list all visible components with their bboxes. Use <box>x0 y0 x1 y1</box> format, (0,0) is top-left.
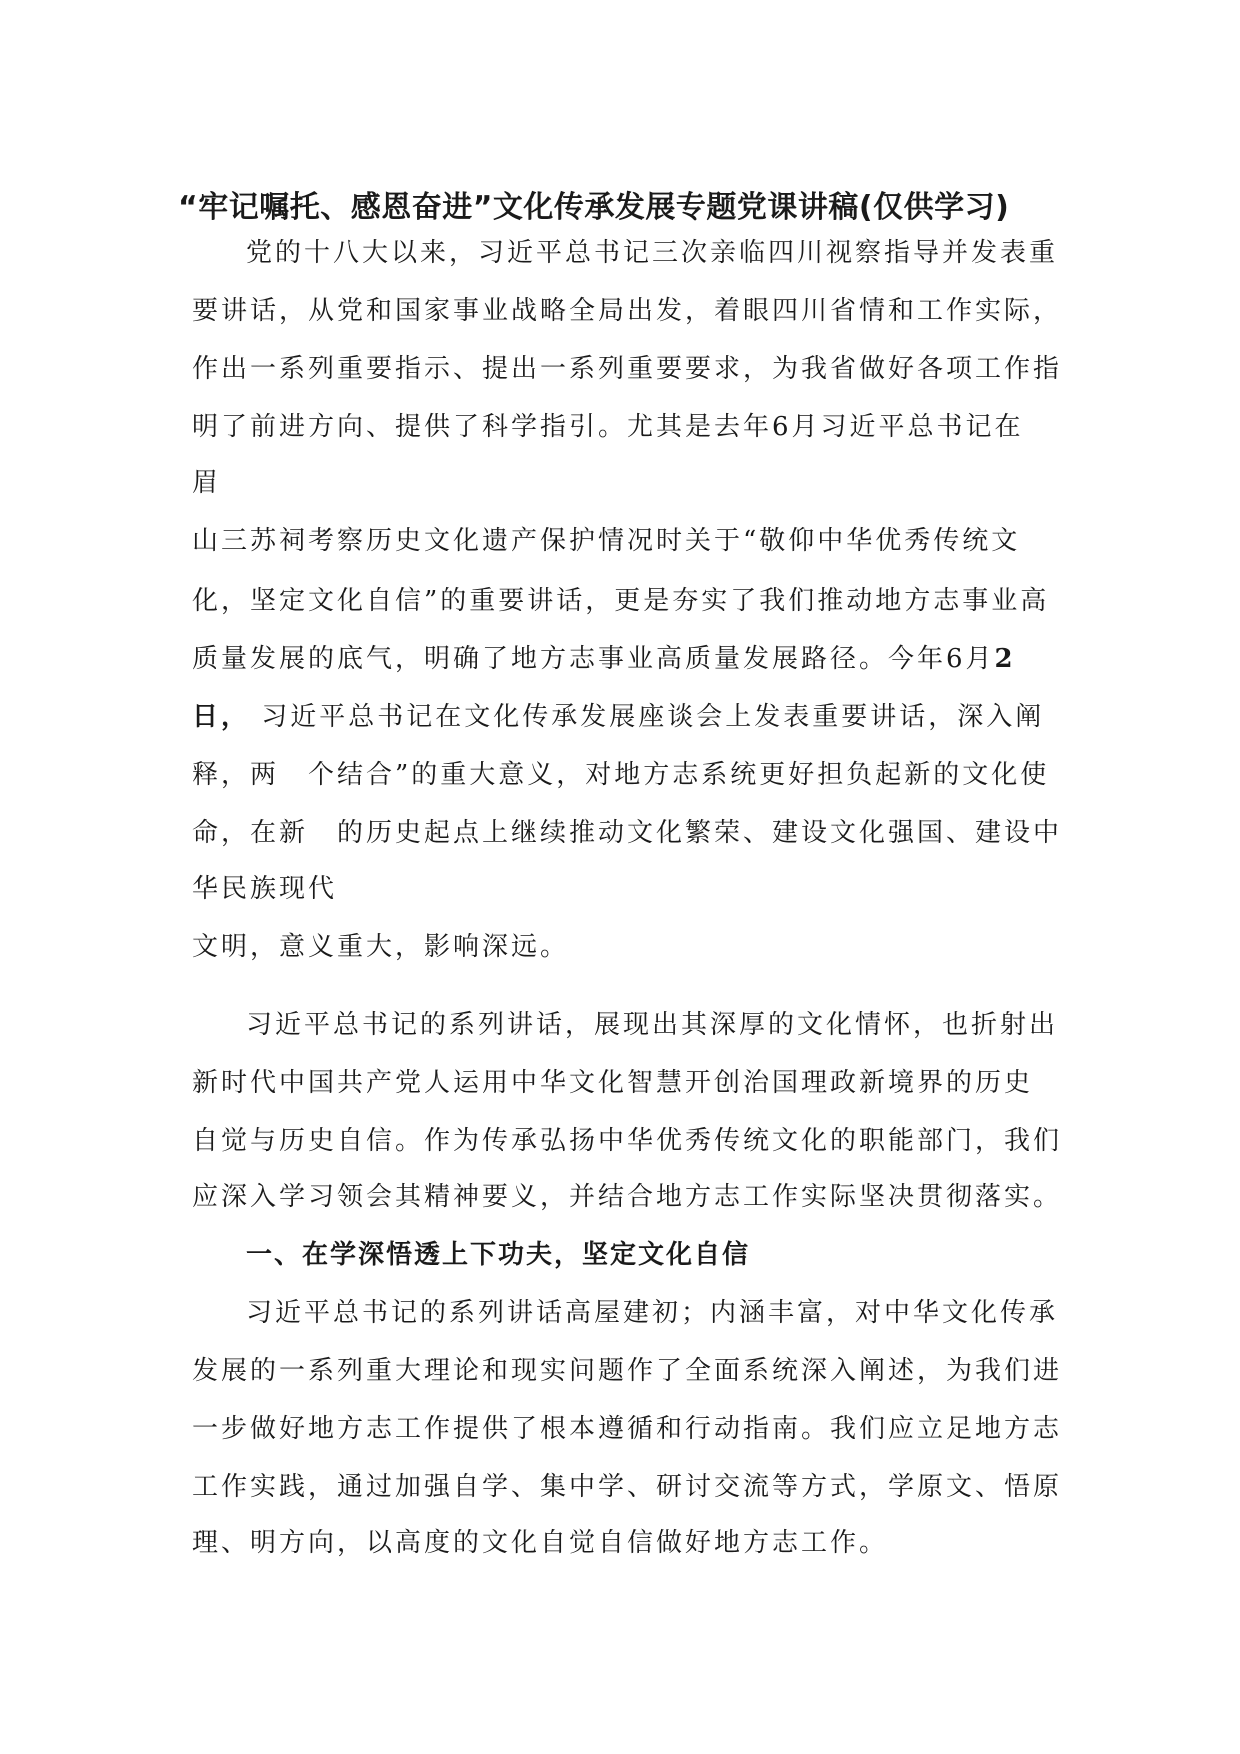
text-line: 文明，意义重大，影响深远。 <box>192 932 570 962</box>
text-line: 自觉与历史自信。作为传承弘扬中华优秀传统文化的职能部门，我们 <box>192 1126 1063 1156</box>
text-line: 命，在新 的历史起点上继续推动文化繁荣、建设文化强国、建设中 <box>192 818 1063 848</box>
text-line: 应深入学习领会其精神要义，并结合地方志工作实际坚决贯彻落实。 <box>192 1182 1063 1212</box>
text-segment: 质量发展的底气，明确了地方志事业高质量发展路径。今年6月 <box>192 644 995 674</box>
text-line <box>192 696 1044 733</box>
text-line: 习近平总书记的系列讲话，展现出其深厚的文化情怀，也折射出 <box>246 1010 1059 1040</box>
text-line: 工作实践，通过加强自学、集中学、研讨交流等方式，学原文、悟原 <box>192 1472 1063 1502</box>
document-title: “牢记嘱托、感恩奋进”文化传承发展专题党课讲稿(仅供学习) <box>178 190 1010 225</box>
text-line: 释，两 个结合”的重大意义，对地方志系统更好担负起新的文化使 <box>192 760 1050 790</box>
text-line: 化，坚定文化自信”的重要讲话，更是夯实了我们推动地方志事业高 <box>192 586 1050 616</box>
text-line: 习近平总书记的系列讲话高屋建初；内涵丰富，对中华文化传承 <box>246 1298 1059 1328</box>
text-segment: 习近平总书记在文化传承发展座谈会上发表重要讲话，深入阐 <box>250 702 1045 732</box>
bold-text: 2 <box>994 644 1016 674</box>
text-line: 眉 <box>192 468 222 498</box>
text-line: 一步做好地方志工作提供了根本遵循和行动指南。我们应立足地方志 <box>192 1414 1063 1444</box>
bold-text: 日， <box>192 702 251 732</box>
text-line: 要讲话，从党和国家事业战略全局出发，着眼四川省情和工作实际， <box>192 296 1063 326</box>
text-line: 华民族现代 <box>192 874 338 904</box>
text-line: 党的十八大以来，习近平总书记三次亲临四川视察指导并发表重 <box>246 238 1059 268</box>
text-line <box>192 638 1016 675</box>
text-line: 新时代中国共产党人运用中华文化智慧开创治国理政新境界的历史 <box>192 1068 1034 1098</box>
text-line: 理、明方向，以高度的文化自觉自信做好地方志工作。 <box>192 1528 889 1558</box>
section-heading: 一、在学深悟透上下功夫，坚定文化自信 <box>246 1240 751 1270</box>
text-line: 明了前进方向、提供了科学指引。尤其是去年6月习近平总书记在 <box>192 412 1024 442</box>
text-line: 作出一系列重要指示、提出一系列重要要求，为我省做好各项工作指 <box>192 354 1063 384</box>
text-line: 发展的一系列重大理论和现实问题作了全面系统深入阐述，为我们进 <box>192 1356 1063 1386</box>
text-line: 山三苏祠考察历史文化遗产保护情况时关于“敬仰中华优秀传统文 <box>192 526 1021 556</box>
